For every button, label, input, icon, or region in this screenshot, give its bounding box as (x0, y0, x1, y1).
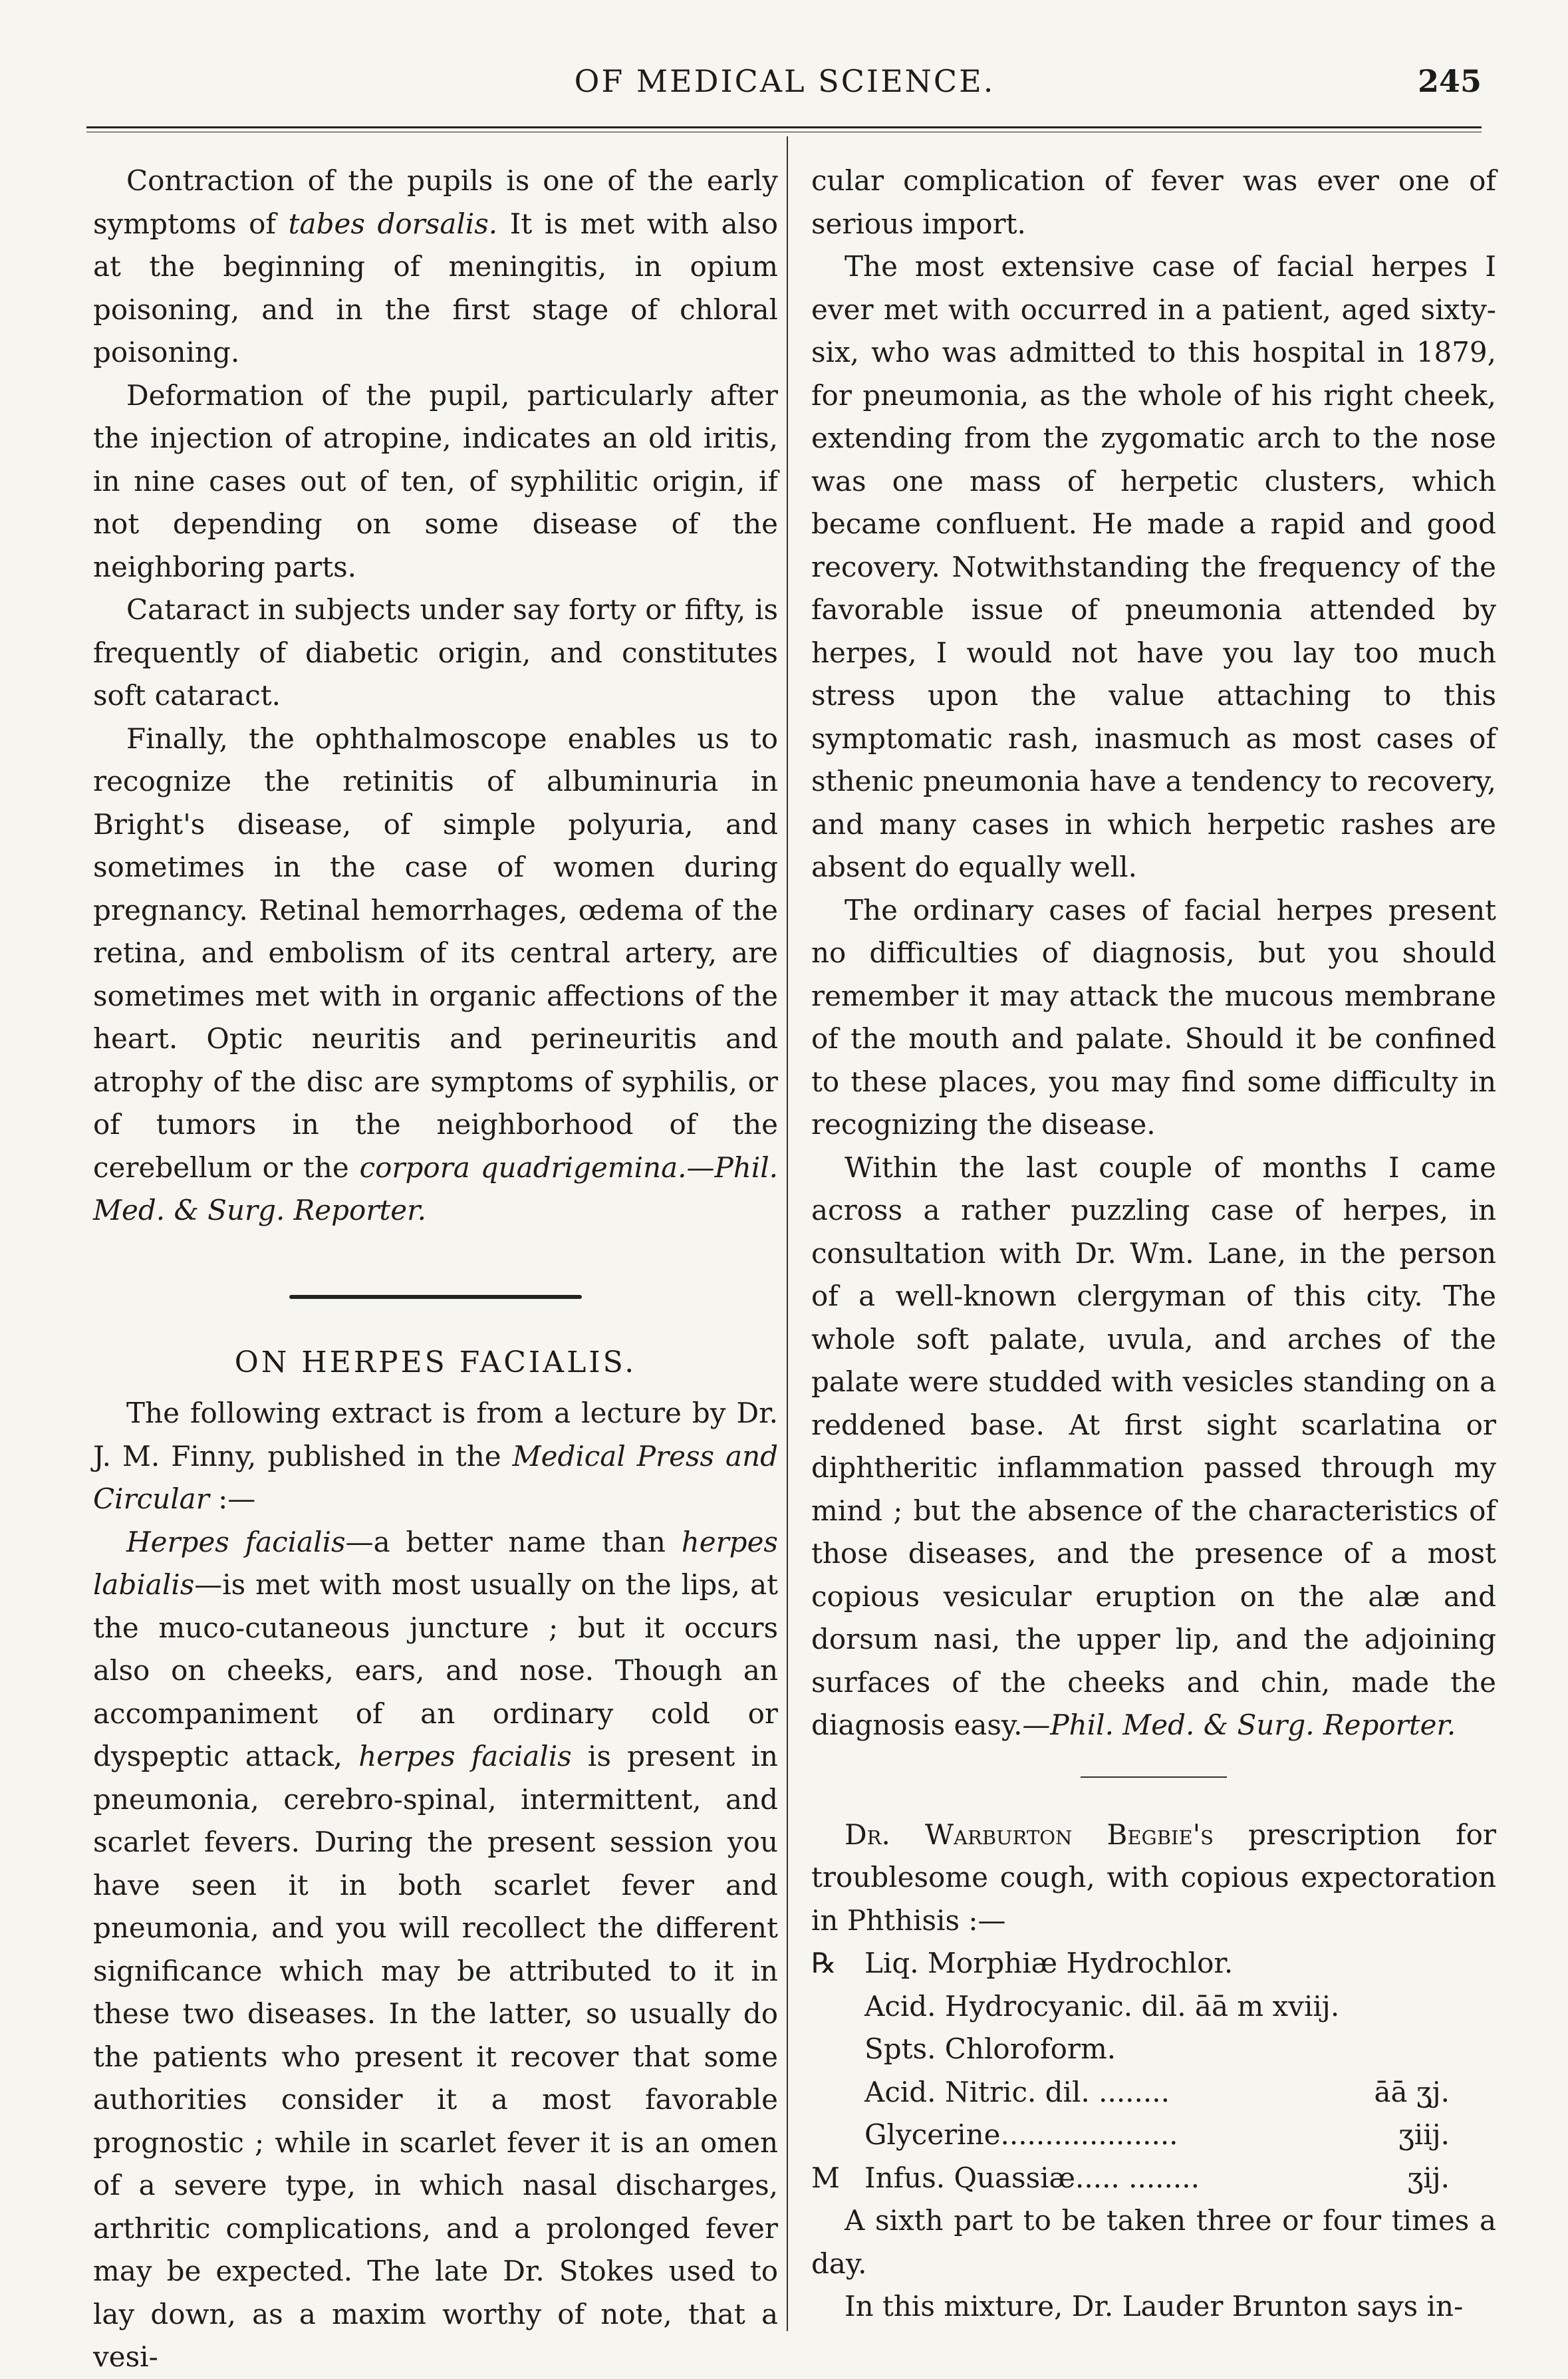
left-column (93, 160, 778, 2379)
paragraph: cular complication of fever was ever one of serious import. (811, 164, 1496, 240)
paragraph: Finally, the ophthalmoscope enables us to recognize the retinitis of albuminuria in Bright's disease, of simple polyuria, and sometimes in the case of women during pregnancy. Retinal hemorrhages, œdema of the retina, and embolism of its central artery, are sometimes met with in organic affections of the heart. Optic neuritis and perineuritis and atrophy of the disc are symptoms of syphilis, or of tumors in the neighborhood of the cerebellum or the corpora quadrigemina.—Phil. Med. & Surg. Reporter. (93, 722, 778, 1226)
paragraph: The ordinary cases of facial herpes present no difficulties of diagnosis, but you should remember it may attack the mucous membrane of the mouth and palate. Should it be confined to these places, you may find some difficulty in recognizing the disease. (811, 893, 1496, 1141)
rx-symbol: M (811, 2161, 841, 2194)
paragraph: In this mixture, Dr. Lauder Brunton says in- (845, 2290, 1464, 2322)
ornament-divider (93, 1272, 778, 1322)
ornament-line (289, 1295, 582, 1299)
rx-symbol (811, 2071, 858, 2114)
paragraph: A sixth part to be taken three or four times a day. (811, 2204, 1496, 2280)
paragraph: The most extensive case of facial herpes I ever met with occurred in a patient, aged sixty-six, who was admitted to this hospital in 1879, for pneumonia, as the whole of his right cheek, extending from the zygomatic arch to the nose was one mass of herpetic clusters, which became confluent. He made a rapid and good recovery. Notwithstanding the frequency of the favorable issue of pneumonia attended by herpes, I would not have you lay too much stress upon the value attaching to this symptomatic rash, inasmuch as most cases of sthenic pneumonia have a tendency to recovery, and many cases in which herpetic rashes are absent do equally well. (811, 250, 1496, 883)
section-rule (1081, 1776, 1227, 1778)
rx-symbol (811, 2028, 858, 2071)
rx-line: Liq. Morphiæ Hydrochlor. (864, 1947, 1234, 1979)
rx-line: Spts. Chloroform. (864, 2032, 1116, 2065)
rx-line: Acid. Hydrocyanic. dil. āā m xviij. (864, 1989, 1340, 2023)
paragraph: Within the last couple of months I came across a rather puzzling case of herpes, in consultation with Dr. Wm. Lane, in the person of a well-known clergyman of this city. The whole soft palate, uvula, and arches of the palate were studded with vesicles standing on a reddened base. At first sight scarlatina or diphtheritic inflammation passed through my mind ; but the absence of the characteristics of those diseases, and the presence of a most copious vesicular eruption on the alæ and dorsum nasi, the upper lip, and the adjoining surfaces of the cheeks and chin, made the diagnosis easy.—Phil. Med. & Surg. Reporter. (811, 1151, 1496, 1741)
rx-line: Acid. Nitric. dil. ........ āā ʒj. (864, 2071, 1496, 2114)
rx-dose: ʒiij. (1398, 2118, 1450, 2151)
header-rule (86, 126, 1482, 132)
paragraph: Cataract in subjects under say forty or fifty, is frequently of diabetic origin, and constitutes soft cataract. (93, 593, 778, 712)
page-number: 245 (1417, 63, 1482, 99)
page-header (0, 63, 1568, 116)
rx-symbol (811, 1985, 858, 2029)
rx-line: Glycerine.................... ʒiij. (864, 2114, 1496, 2157)
rx-dose: ʒij. (1407, 2161, 1450, 2194)
rx-line: Infus. Quassiæ..... ........ ʒij. (864, 2157, 1496, 2200)
paragraph: Herpes facialis—a better name than herpes labialis—is met with most usually on the lips, at the muco-cutaneous juncture ; but it occurs also on cheeks, ears, and nose. Though an accompaniment of an ordinary cold or dyspeptic attack, herpes facialis is present in pneumonia, cerebro-spinal, intermittent, and scarlet fevers. During the present session you have seen it in both scarlet fever and pneumonia, and you will recollect the different significance which may be attributed to it in these two diseases. In the latter, so usually do the patients who present it recover that some authorities consider it a most favorable prognostic ; while in scarlet fever it is an omen of a severe type, in which nasal discharges, arthritic complications, and a prolonged fever may be expected. The late Dr. Stokes used to lay down, as a maxim worthy of note, that a vesi- (93, 1525, 778, 2373)
paragraph: Deformation of the pupil, particularly after the injection of atropine, indicates an old iritis, in nine cases out of ten, of syphilitic origin, if not depending on some disease of the neighboring parts. (93, 378, 778, 583)
column-divider (787, 136, 788, 2331)
right-column (811, 160, 1496, 2328)
rx-symbol: ℞ (811, 1947, 837, 1979)
running-title: OF MEDICAL SCIENCE. (574, 63, 995, 99)
paragraph: The following extract is from a lecture by Dr. J. M. Finny, published in the Medical Press and Circular :— (93, 1397, 779, 1515)
rx-symbol (811, 2114, 858, 2157)
paragraph: Contraction of the pupils is one of the early symptoms of tabes dorsalis. It is met with also at the beginning of meningitis, in opium poisoning, and in the first stage of chloral poisoning. (93, 164, 778, 368)
rx-dose: āā ʒj. (1374, 2075, 1450, 2108)
paragraph: Dr. Warburton Begbie's prescription for troublesome cough, with copious expectoration in Phthisis :— (811, 1818, 1497, 1937)
section-heading: ON HERPES FACIALIS. (234, 1345, 637, 1379)
prescription (811, 1942, 1496, 2199)
